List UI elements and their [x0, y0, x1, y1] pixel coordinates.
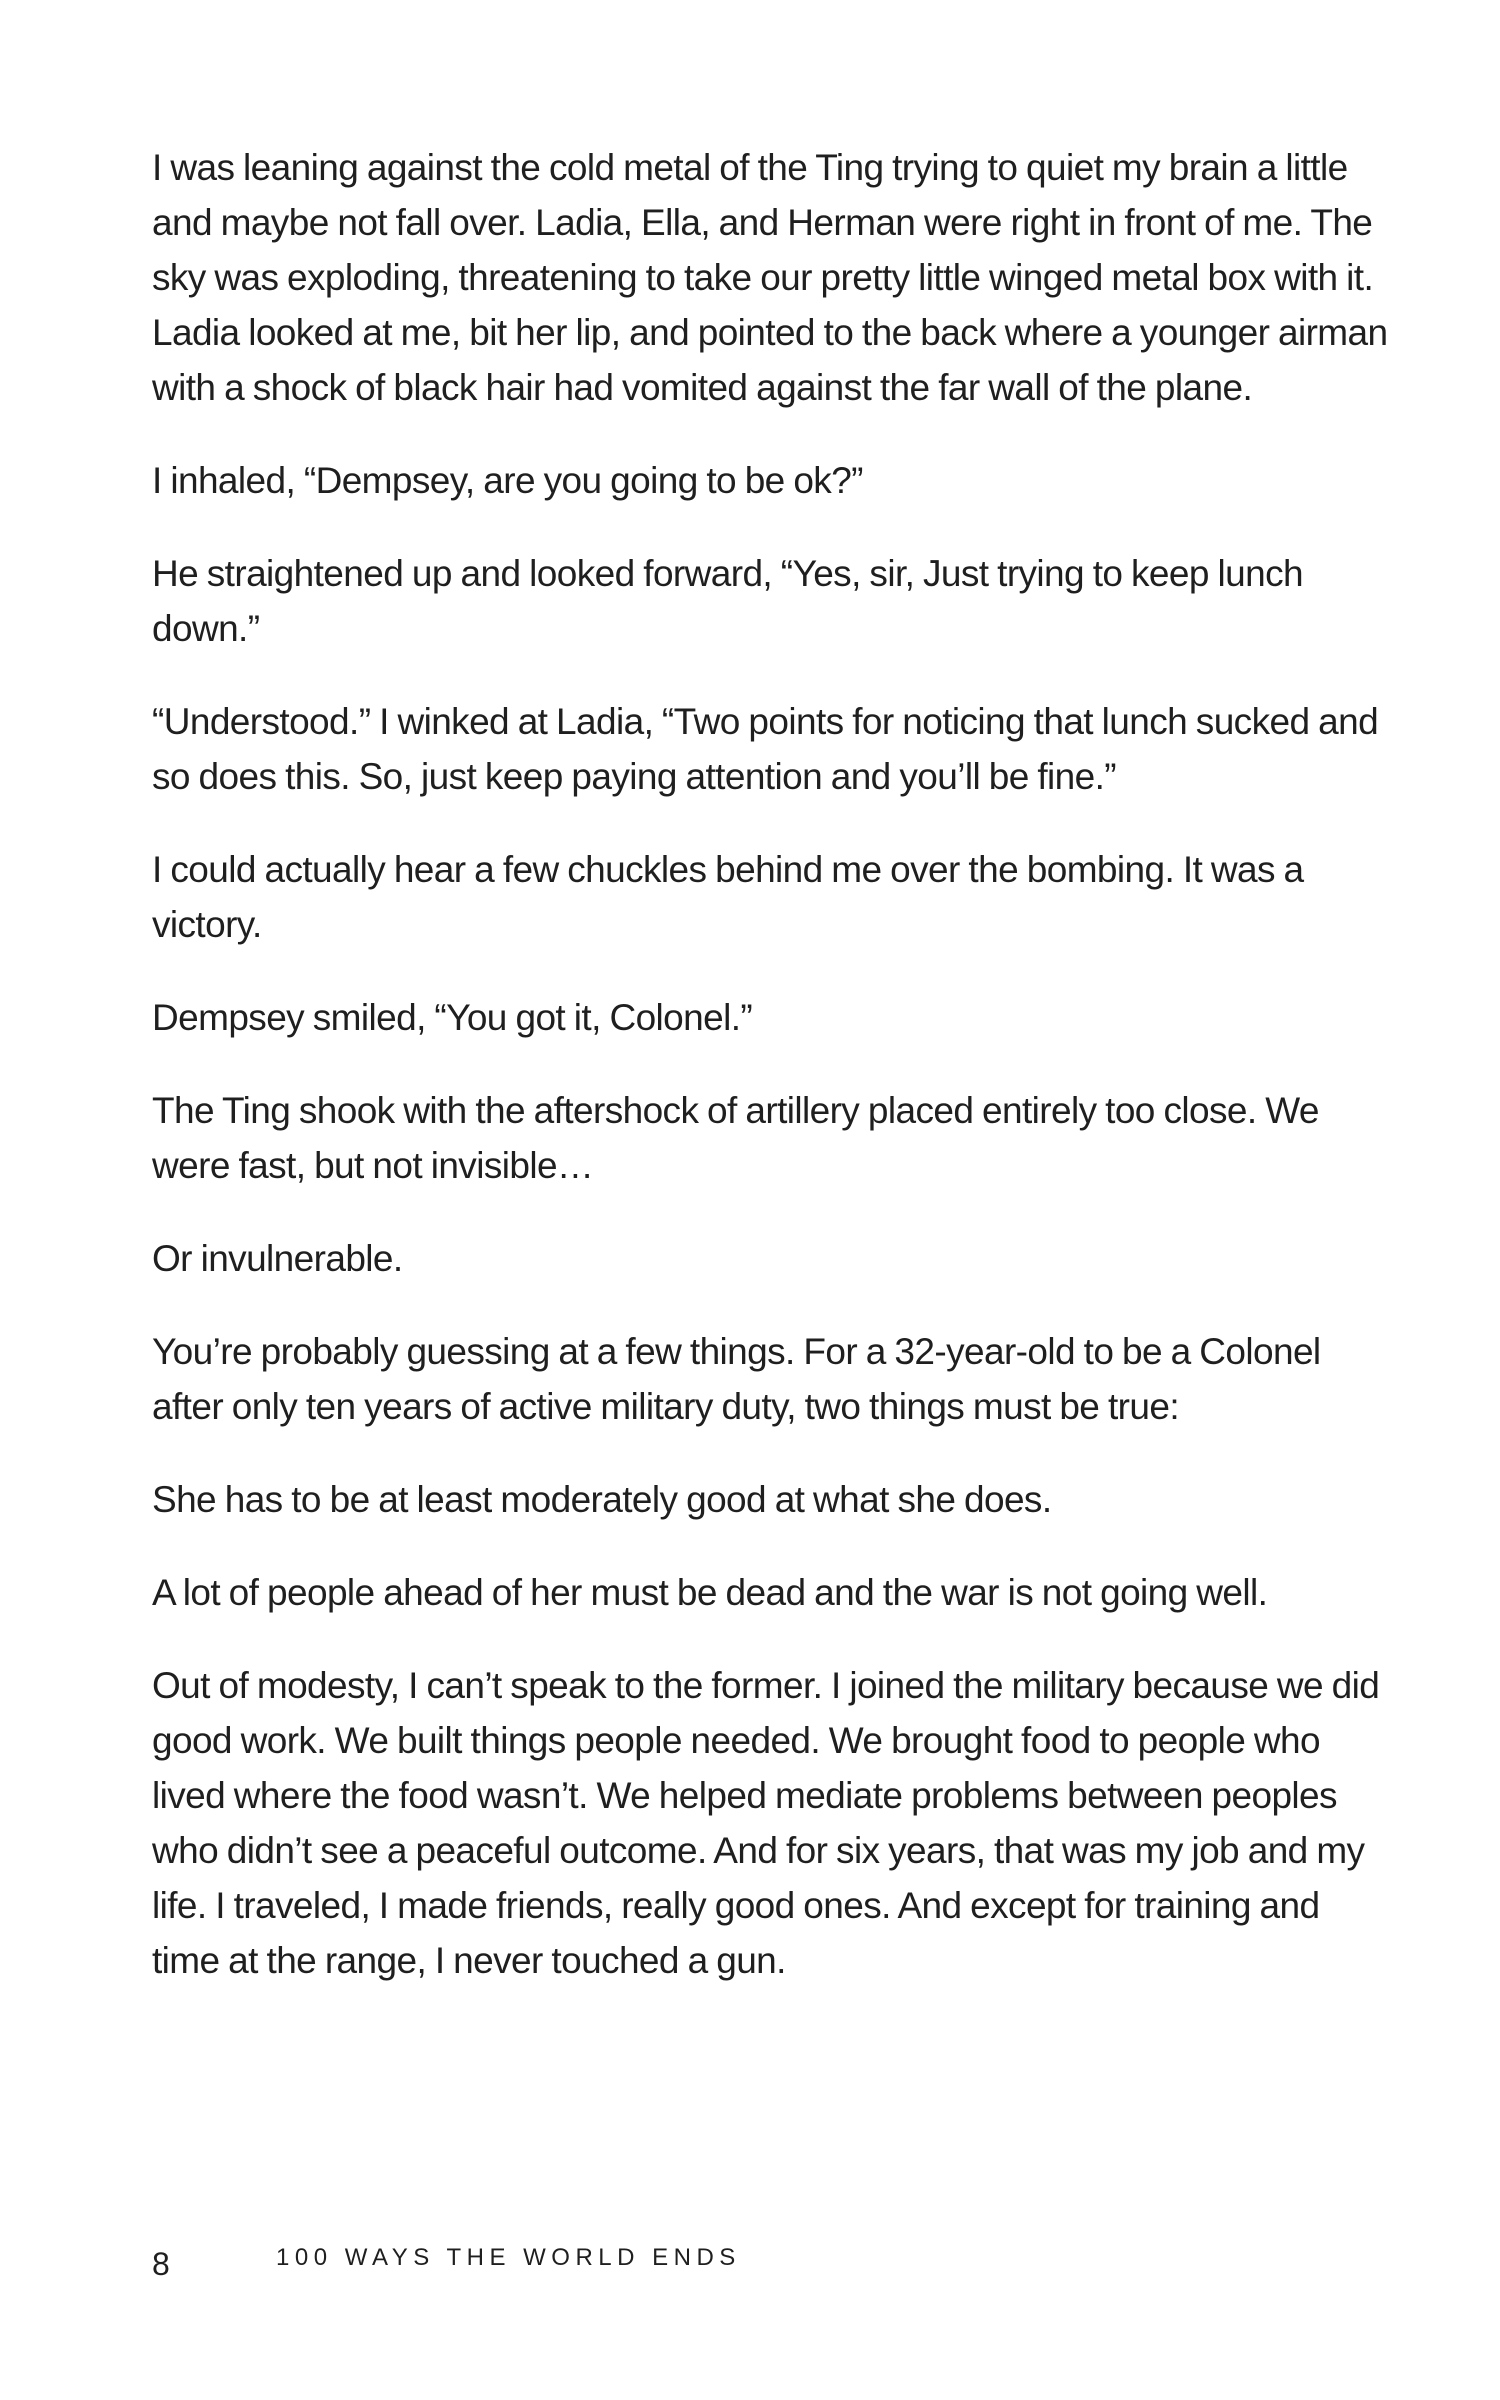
paragraph: She has to be at least moderately good at what she does. — [152, 1479, 1052, 1520]
page-footer — [152, 2244, 1392, 2284]
paragraph: He straightened up and looked forward, “Yes, sir, Just trying to keep lunch down.” — [152, 553, 1303, 649]
paragraph: I was leaning against the cold metal of the Ting trying to quiet my brain a little and maybe not fall over. Ladia, Ella, and Herman were right in front of me. The sky was exploding, threatening to take our pretty little winged metal box with it. Ladia looked at me, bit her lip, and pointed to the back where a younger airman with a shock of black hair had vomited against the far wall of the plane. — [152, 147, 1388, 408]
paragraph: Out of modesty, I can’t speak to the former. I joined the military because we did good work. We built things people needed. We brought food to people who lived where the food wasn’t. We helped mediate problems between peoples who didn’t see a peaceful outcome. And for six years, that was my job and my life. I traveled, I made friends, really good ones. And except for training and time at the range, I never touched a gun. — [152, 1665, 1380, 1981]
paragraph: I could actually hear a few chuckles behind me over the bombing. It was a victory. — [152, 849, 1304, 945]
paragraph: Or invulnerable. — [152, 1238, 403, 1279]
paragraph: You’re probably guessing at a few things. For a 32-year-old to be a Colonel after only ten years of active military duty, two things must be true: — [152, 1331, 1321, 1427]
page-body — [152, 140, 1392, 2026]
paragraph: I inhaled, “Dempsey, are you going to be ok?” — [152, 460, 863, 501]
paragraph: Dempsey smiled, “You got it, Colonel.” — [152, 997, 753, 1038]
page-number: 8 — [152, 2246, 170, 2282]
paragraph: “Understood.” I winked at Ladia, “Two points for noticing that lunch sucked and so does this. So, just keep paying attention and you’ll be fine.” — [152, 701, 1379, 797]
running-title: 100 WAYS THE WORLD ENDS — [276, 2244, 741, 2271]
paragraph: The Ting shook with the aftershock of artillery placed entirely too close. We were fast, but not invisible… — [152, 1090, 1319, 1186]
paragraph: A lot of people ahead of her must be dead and the war is not going well. — [152, 1572, 1268, 1613]
